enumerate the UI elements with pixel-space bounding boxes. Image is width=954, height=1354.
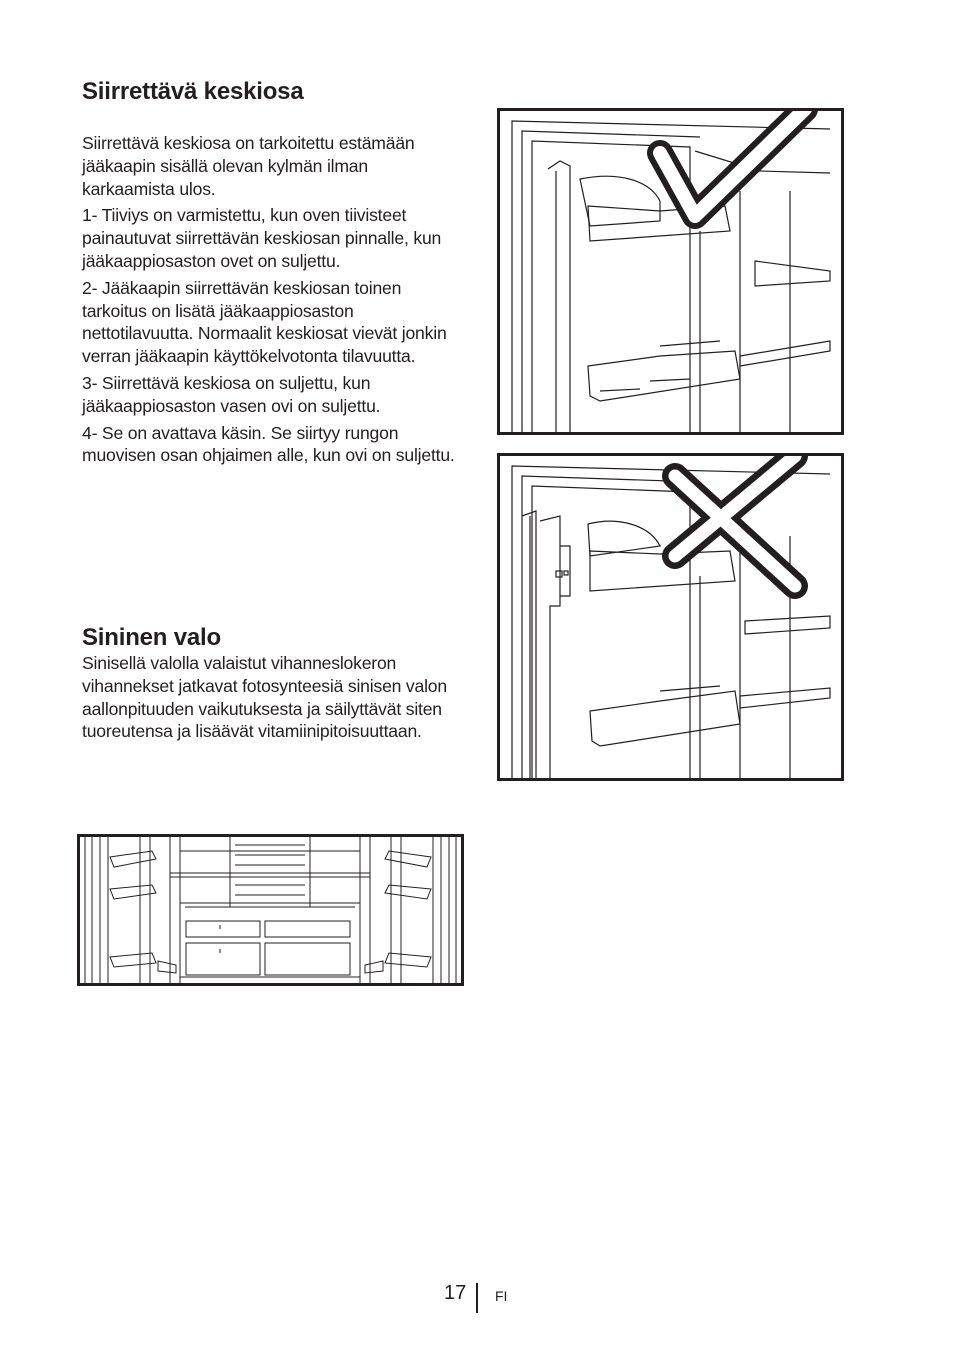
paragraph: 3- Siirrettävä keskiosa on suljettu, kun jääkaappiosaston vasen ovi on suljettu. (82, 372, 381, 416)
figure-fridge-interior (77, 834, 464, 986)
section-body-flipper (82, 132, 464, 471)
cross-mark-icon (675, 456, 795, 586)
footer-divider (476, 1283, 478, 1313)
refrigerator-interior-illustration (80, 837, 461, 983)
section-title-flipper: Siirrettävä keskiosa (82, 78, 304, 105)
paragraph: 2- Jääkaapin siirrettävän keskiosan toinen tarkoitus on lisätä jääkaappiosaston nettotilavuutta. Normaalit keskiosat vievät jonkin verran jääkaapin käyttökelvotonta tilavuutta. (82, 277, 447, 367)
fridge-door-illustration (500, 456, 841, 778)
paragraph: Siirrettävä keskiosa on tarkoitettu estämään jääkaapin sisällä olevan kylmän ilman karkaamista ulos. (82, 133, 415, 199)
paragraph: 1- Tiiviys on varmistettu, kun oven tiivisteet painautuvat siirrettävän keskiosan pinnalle, kun jääkaappiosaston ovet on suljettu. (82, 205, 442, 271)
paragraph: Sinisellä valolla valaistut vihanneslokeron vihannekset jatkavat fotosynteesiä sinisen valon aallonpituuden vaikutuksesta ja säilyttävät siten tuoreutensa ja lisäävät vitamiinipitoisuuttaan. (82, 653, 447, 742)
language-code: FI (495, 1288, 508, 1304)
figure-flipper-incorrect (497, 453, 844, 781)
section-body-blue-light (82, 652, 464, 747)
figure-flipper-correct (497, 108, 844, 435)
fridge-door-illustration (500, 111, 841, 432)
section-title-blue-light: Sininen valo (82, 624, 221, 651)
page-number: 17 (444, 1282, 467, 1304)
paragraph: 4- Se on avattava käsin. Se siirtyy rungon muovisen osan ohjaimen alle, kun ovi on suljettu. (82, 422, 455, 466)
